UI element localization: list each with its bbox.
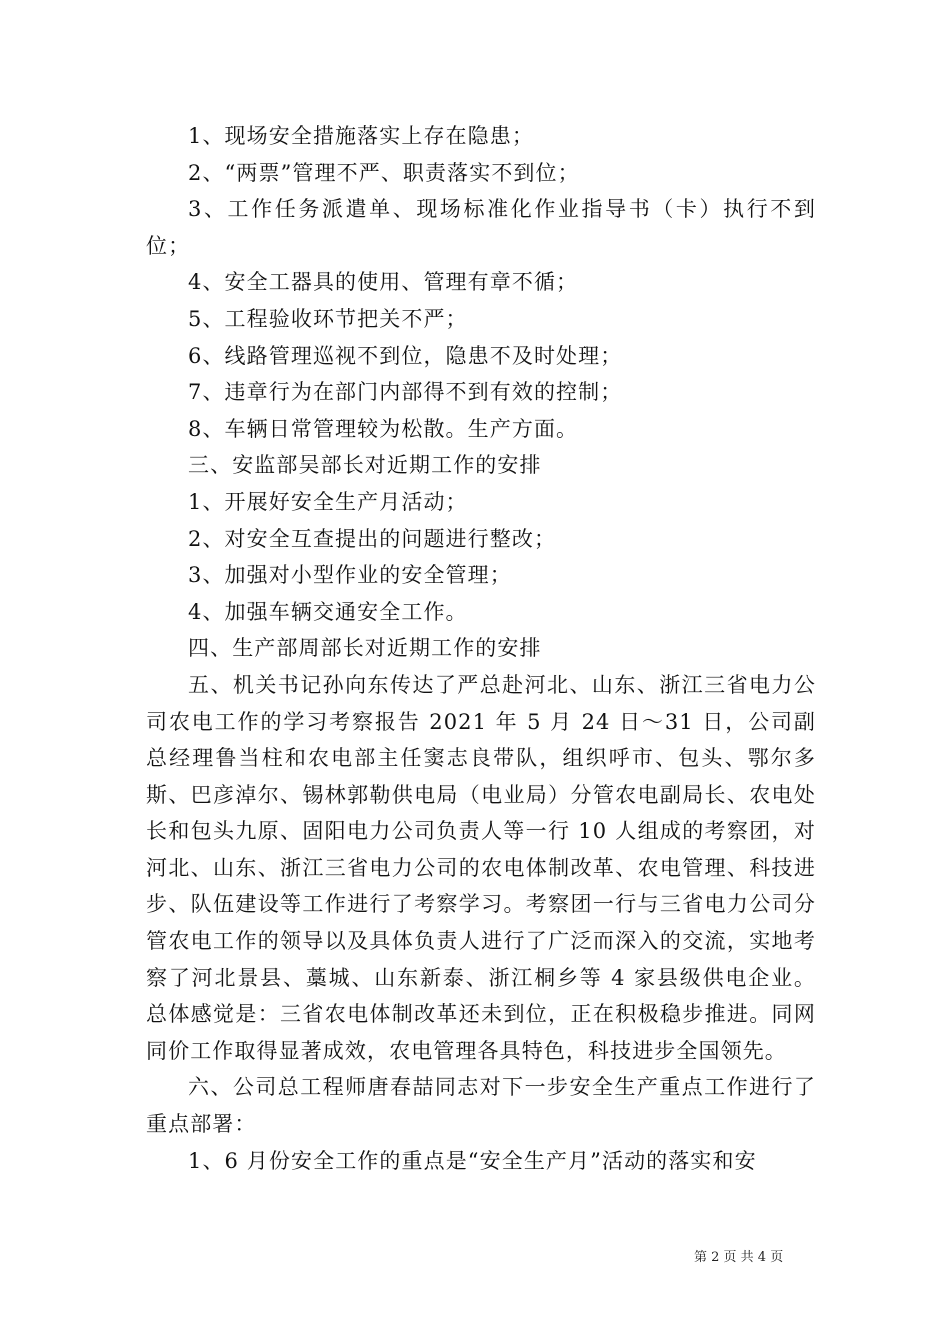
list-item-vehicles: 8、车辆日常管理较为松散。生产方面。 (188, 416, 579, 441)
list-item-safety-tools: 4、安全工器具的使用、管理有章不循； (188, 270, 579, 295)
section-heading-three: 三、安监部吴部长对近期工作的安排 (188, 453, 542, 478)
list-item-rectification: 2、对安全互查提出的问题进行整改； (188, 526, 557, 551)
list-item-two-tickets: 2、“两票”管理不严、职责落实不到位； (188, 160, 580, 185)
list-item-work-orders: 3、工作任务派遣单、现场标准化作业指导书（卡）执行不到位； (146, 197, 816, 258)
list-item-safety-month: 1、开展好安全生产月活动； (188, 489, 468, 514)
paragraph-june-focus: 1、6 月份安全工作的重点是“安全生产月”活动的落实和安 (188, 1148, 757, 1173)
list-item-violations: 7、违章行为在部门内部得不到有效的控制； (188, 380, 623, 405)
list-item-traffic-safety: 4、加强车辆交通安全工作。 (188, 599, 468, 624)
list-item-small-work: 3、加强对小型作业的安全管理； (188, 563, 512, 588)
list-item-line-patrol: 6、线路管理巡视不到位，隐患不及时处理； (188, 343, 623, 368)
section-heading-four: 四、生产部周部长对近期工作的安排 (188, 636, 542, 661)
page-number: 第 2 页 共 4 页 (694, 1250, 784, 1265)
paragraph-section-six: 六、公司总工程师唐春喆同志对下一步安全生产重点工作进行了重点部署： (146, 1075, 816, 1137)
document-body (146, 118, 816, 1179)
list-item-hazard: 1、现场安全措施落实上存在隐患； (188, 124, 534, 148)
paragraph-inspection-report: 五、机关书记孙向东传达了严总赴河北、山东、浙江三省电力公司农电工作的学习考察报告 2021 年 5 月 24 日～31 日，公司副总经理鲁当柱和农电部主任窦志良带队，组织呼市、包头、鄂尔多斯、巴彦淖尔、锡林郭勒供电局（电业局）分管农电副局长、农电处长和包头九原、固阳电力公司负责人等一行 10 人组成的考察团，对河北、山东、浙江三省电力公司的农电体制改革、农电管理、科技进步、队伍建设等工作进行了考察学习。考察团一行与三省电力公司分管农电工作的领导以及具体负责人进行了广泛而深入的交流，实地考察了河北景县、藁城、山东新泰、浙江桐乡等 4 家县级供电企业。总体感觉是：三省农电体制改革还未到位，正在积极稳步推进。同网同价工作取得显著成效，农电管理各具特色，科技进步全国领先。 (146, 672, 816, 1063)
list-item-acceptance: 5、工程验收环节把关不严； (188, 306, 468, 331)
